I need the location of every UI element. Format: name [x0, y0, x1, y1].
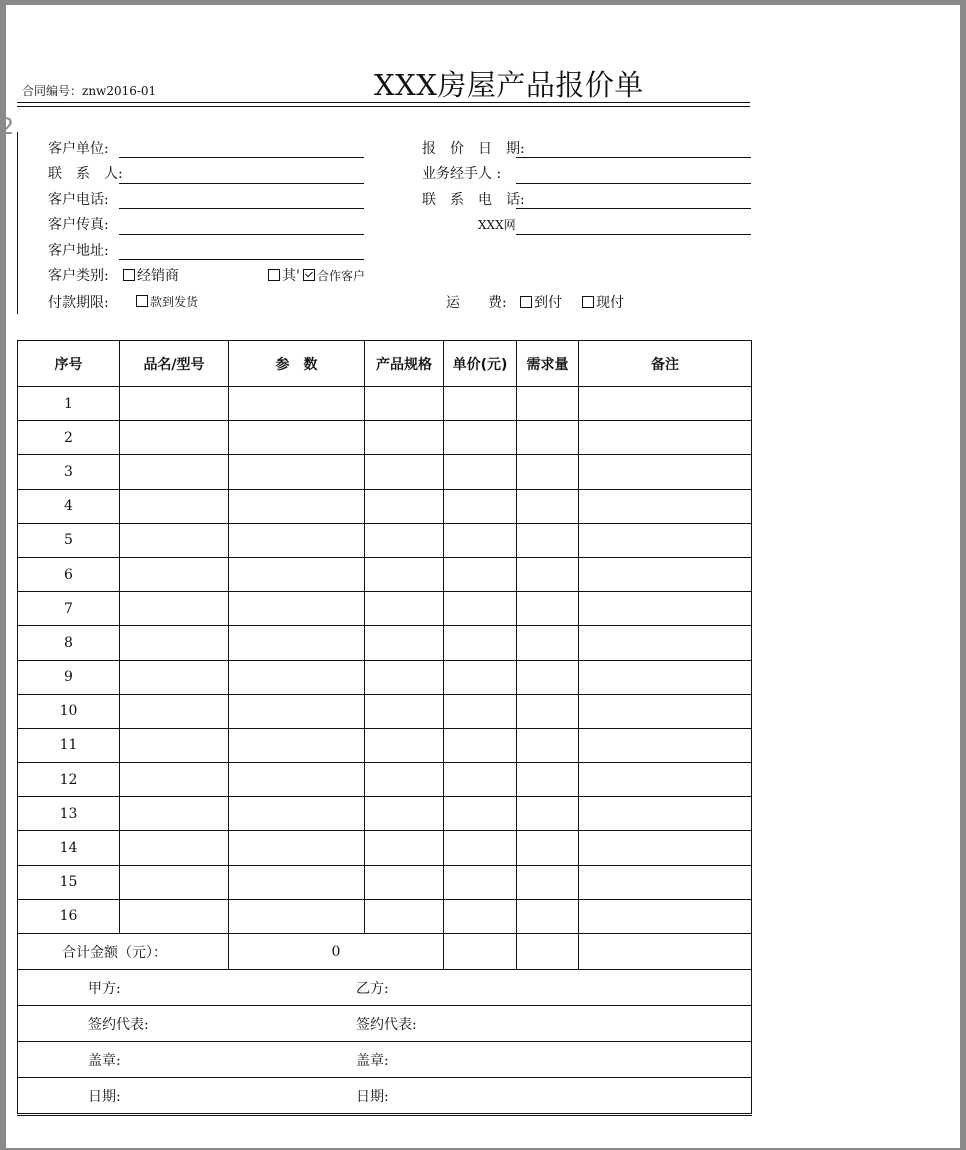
stray-glyph: 2 — [0, 115, 14, 140]
partner-checkbox-checked[interactable] — [303, 269, 315, 281]
signature-row — [18, 1006, 752, 1042]
table-header-row — [18, 341, 752, 387]
table-cell[interactable] — [365, 489, 444, 523]
header-unit-price: 单价(元) — [444, 341, 517, 387]
table-body — [18, 387, 752, 934]
other-checkbox[interactable] — [268, 269, 280, 281]
table-row — [18, 797, 752, 831]
table-cell[interactable] — [444, 489, 517, 523]
rep-b-label: 签约代表: — [356, 1016, 417, 1033]
table-cell[interactable] — [517, 694, 579, 728]
table-cell[interactable] — [120, 831, 229, 865]
row-index: 11 — [18, 728, 120, 762]
row-index: 16 — [18, 899, 120, 933]
party-b-label: 乙方: — [356, 980, 389, 997]
date-b-label: 日期: — [356, 1088, 389, 1105]
type-partner-label: 合作客户 — [317, 269, 366, 283]
table-cell[interactable] — [579, 626, 752, 660]
table-cell[interactable] — [517, 489, 579, 523]
row-index: 5 — [18, 523, 120, 557]
freight-arrival-option[interactable] — [520, 292, 562, 312]
row-index: 1 — [18, 387, 120, 421]
total-value: 0 — [229, 934, 444, 970]
table-cell[interactable] — [444, 626, 517, 660]
table-cell[interactable] — [365, 387, 444, 421]
quote-date-label: 报 价 日 期: — [422, 141, 525, 157]
freight-cash-label: 现付 — [596, 295, 624, 311]
table-cell[interactable] — [229, 557, 365, 591]
quotation-table — [17, 340, 752, 1116]
table-cell[interactable] — [120, 523, 229, 557]
table-cell[interactable] — [579, 557, 752, 591]
table-cell[interactable] — [444, 387, 517, 421]
table-cell[interactable] — [365, 797, 444, 831]
website-field[interactable] — [516, 234, 751, 235]
table-cell[interactable] — [579, 592, 752, 626]
header-index: 序号 — [18, 341, 120, 387]
table-cell[interactable] — [365, 694, 444, 728]
table-cell[interactable] — [229, 387, 365, 421]
table-cell[interactable] — [444, 728, 517, 762]
customer-phone-label: 客户电话: — [48, 192, 109, 208]
table-cell[interactable] — [229, 455, 365, 489]
table-cell[interactable] — [517, 797, 579, 831]
contact-phone-label: 联 系 电 话: — [422, 192, 525, 208]
table-cell[interactable] — [444, 763, 517, 797]
signature-row — [18, 1078, 752, 1115]
header-params: 参 数 — [229, 341, 365, 387]
table-cell[interactable] — [444, 455, 517, 489]
rep-a-label: 签约代表: — [88, 1016, 149, 1033]
table-cell[interactable] — [365, 660, 444, 694]
table-row — [18, 763, 752, 797]
table-cell[interactable] — [579, 489, 752, 523]
table-cell[interactable] — [229, 421, 365, 455]
table-cell[interactable] — [229, 626, 365, 660]
table-cell[interactable] — [579, 387, 752, 421]
table-row — [18, 899, 752, 933]
table-cell[interactable] — [444, 592, 517, 626]
table-cell[interactable] — [517, 455, 579, 489]
freight-cash-checkbox[interactable] — [582, 296, 594, 308]
table-cell[interactable] — [517, 387, 579, 421]
table-cell[interactable] — [365, 728, 444, 762]
table-cell[interactable] — [517, 523, 579, 557]
type-partner-option[interactable] — [303, 267, 365, 284]
table-cell[interactable] — [120, 557, 229, 591]
table-cell[interactable] — [365, 421, 444, 455]
table-cell[interactable] — [579, 455, 752, 489]
table-cell[interactable] — [365, 455, 444, 489]
customer-fax-field[interactable] — [119, 234, 364, 235]
table-cell[interactable] — [579, 523, 752, 557]
table-cell[interactable] — [517, 728, 579, 762]
row-index: 15 — [18, 865, 120, 899]
contact-field[interactable] — [119, 183, 364, 184]
total-row — [18, 934, 752, 970]
table-cell[interactable] — [444, 694, 517, 728]
table-row — [18, 831, 752, 865]
info-left-border — [17, 132, 18, 314]
table-cell[interactable] — [365, 831, 444, 865]
table-cell[interactable] — [579, 797, 752, 831]
table-cell[interactable] — [229, 489, 365, 523]
table-cell[interactable] — [120, 387, 229, 421]
table-cell[interactable] — [365, 626, 444, 660]
table-cell[interactable] — [579, 865, 752, 899]
customer-type-label: 客户类别: — [48, 268, 109, 284]
table-cell[interactable] — [229, 797, 365, 831]
payment-option-label: 款到发货 — [150, 295, 199, 309]
table-cell[interactable] — [365, 523, 444, 557]
row-index: 14 — [18, 831, 120, 865]
type-dealer-label: 经销商 — [137, 268, 179, 284]
total-cell[interactable] — [517, 934, 579, 970]
total-cell[interactable] — [579, 934, 752, 970]
table-cell[interactable] — [229, 865, 365, 899]
header-spec: 产品规格 — [365, 341, 444, 387]
contract-number: 合同编号：znw2016-01 — [22, 84, 157, 98]
seal-b-label: 盖章: — [356, 1052, 389, 1069]
table-cell[interactable] — [579, 763, 752, 797]
table-row — [18, 660, 752, 694]
page-title: XXX房屋产品报价单 — [374, 68, 644, 102]
row-index: 12 — [18, 763, 120, 797]
table-cell[interactable] — [365, 865, 444, 899]
table-cell[interactable] — [365, 592, 444, 626]
contact-label: 联 系 人: — [48, 166, 123, 182]
table-cell[interactable] — [444, 523, 517, 557]
total-cell[interactable] — [444, 934, 517, 970]
row-index: 3 — [18, 455, 120, 489]
table-row — [18, 728, 752, 762]
table-cell[interactable] — [579, 899, 752, 933]
table-row — [18, 387, 752, 421]
payment-checkbox[interactable] — [136, 295, 148, 307]
table-cell[interactable] — [229, 592, 365, 626]
table-cell[interactable] — [120, 763, 229, 797]
contact-phone-field[interactable] — [516, 208, 751, 209]
table-cell[interactable] — [517, 831, 579, 865]
table-cell[interactable] — [579, 728, 752, 762]
document-page — [0, 5, 960, 1148]
seal-a-label: 盖章: — [88, 1052, 121, 1069]
table-cell[interactable] — [365, 763, 444, 797]
table-cell[interactable] — [579, 421, 752, 455]
freight-label: 运 费: — [446, 295, 507, 311]
table-cell[interactable] — [517, 421, 579, 455]
table-row — [18, 421, 752, 455]
table-cell[interactable] — [579, 660, 752, 694]
table-cell[interactable] — [517, 865, 579, 899]
customer-unit-label: 客户单位: — [48, 141, 109, 157]
signature-row — [18, 970, 752, 1006]
freight-cash-option[interactable] — [582, 292, 624, 312]
customer-phone-field[interactable] — [119, 208, 364, 209]
handler-label: 业务经手人 : — [422, 166, 502, 182]
customer-address-label: 客户地址: — [48, 243, 109, 259]
row-index: 7 — [18, 592, 120, 626]
dealer-checkbox[interactable] — [123, 269, 135, 281]
row-index: 8 — [18, 626, 120, 660]
table-row — [18, 455, 752, 489]
table-cell[interactable] — [444, 557, 517, 591]
quote-date-field[interactable] — [516, 157, 751, 158]
total-label: 合计金额（元）： — [18, 934, 229, 970]
table-cell[interactable] — [229, 523, 365, 557]
customer-address-field[interactable] — [119, 259, 364, 260]
customer-unit-field[interactable] — [119, 157, 364, 158]
table-cell[interactable] — [120, 592, 229, 626]
row-index: 2 — [18, 421, 120, 455]
table-row — [18, 592, 752, 626]
table-cell[interactable] — [229, 660, 365, 694]
header-quantity: 需求量 — [517, 341, 579, 387]
table-row — [18, 626, 752, 660]
table-cell[interactable] — [120, 694, 229, 728]
payment-option[interactable] — [136, 293, 198, 310]
table-cell[interactable] — [517, 557, 579, 591]
payment-label: 付款期限: — [48, 295, 109, 311]
table-cell[interactable] — [120, 455, 229, 489]
header-product: 品名/型号 — [120, 341, 229, 387]
table-cell[interactable] — [229, 831, 365, 865]
row-index: 6 — [18, 557, 120, 591]
header-remarks: 备注 — [579, 341, 752, 387]
table-cell[interactable] — [579, 831, 752, 865]
title-rule-bottom — [17, 106, 750, 107]
table-cell[interactable] — [365, 899, 444, 933]
table-cell[interactable] — [120, 660, 229, 694]
table-cell[interactable] — [517, 626, 579, 660]
row-index: 10 — [18, 694, 120, 728]
type-other-option[interactable] — [268, 265, 300, 285]
table-cell[interactable] — [120, 626, 229, 660]
table-cell[interactable] — [229, 899, 365, 933]
party-a-label: 甲方: — [88, 980, 121, 997]
handler-field[interactable] — [516, 183, 751, 184]
website-label: XXX网 — [478, 218, 516, 232]
customer-fax-label: 客户传真: — [48, 217, 109, 233]
table-cell[interactable] — [120, 728, 229, 762]
table-cell[interactable] — [517, 899, 579, 933]
type-other-label: 其' — [282, 268, 300, 284]
date-a-label: 日期: — [88, 1088, 121, 1105]
table-cell[interactable] — [120, 421, 229, 455]
table-cell[interactable] — [579, 694, 752, 728]
freight-arrival-checkbox[interactable] — [520, 296, 532, 308]
table-cell[interactable] — [517, 592, 579, 626]
table-row — [18, 489, 752, 523]
table-cell[interactable] — [120, 797, 229, 831]
signature-row — [18, 1042, 752, 1078]
table-row — [18, 523, 752, 557]
table-cell[interactable] — [120, 865, 229, 899]
table-row — [18, 694, 752, 728]
table-cell[interactable] — [444, 899, 517, 933]
table-cell[interactable] — [517, 763, 579, 797]
freight-arrival-label: 到付 — [534, 295, 562, 311]
table-row — [18, 557, 752, 591]
row-index: 13 — [18, 797, 120, 831]
table-cell[interactable] — [229, 763, 365, 797]
table-cell[interactable] — [365, 557, 444, 591]
table-cell[interactable] — [229, 728, 365, 762]
table-cell[interactable] — [444, 831, 517, 865]
table-cell[interactable] — [517, 660, 579, 694]
table-cell[interactable] — [444, 421, 517, 455]
row-index: 9 — [18, 660, 120, 694]
table-cell[interactable] — [444, 797, 517, 831]
table-cell[interactable] — [444, 660, 517, 694]
table-cell[interactable] — [444, 865, 517, 899]
table-cell[interactable] — [120, 489, 229, 523]
title-rule-top — [17, 102, 750, 103]
table-row — [18, 865, 752, 899]
table-cell[interactable] — [120, 899, 229, 933]
row-index: 4 — [18, 489, 120, 523]
type-dealer-option[interactable] — [123, 265, 179, 285]
table-cell[interactable] — [229, 694, 365, 728]
